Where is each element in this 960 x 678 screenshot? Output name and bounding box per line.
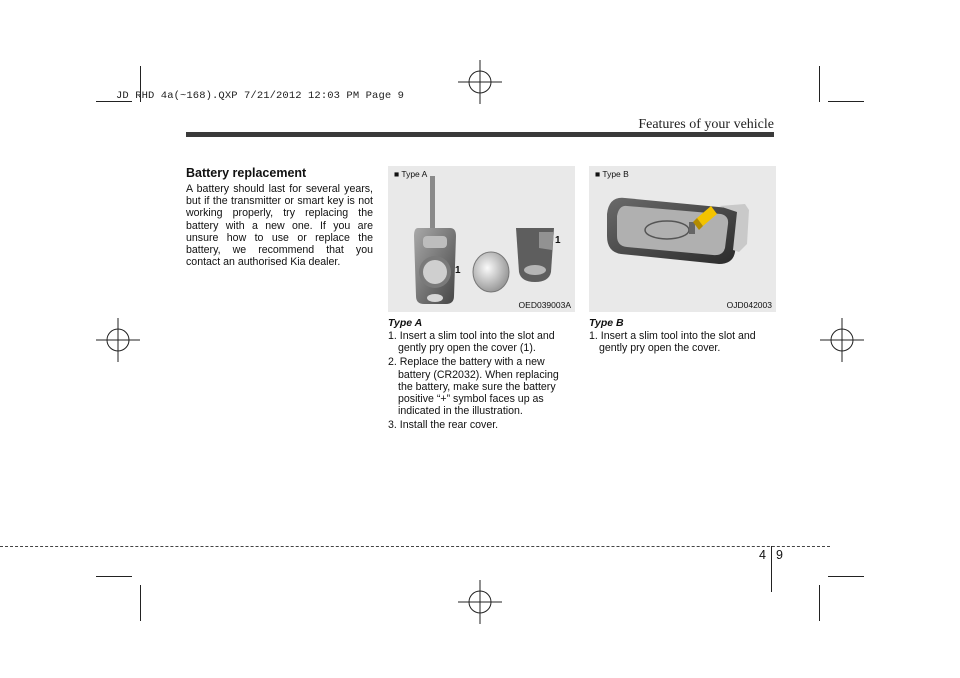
smart-key-type-b-illustration xyxy=(589,166,776,312)
section-body: A battery should last for several years, but if the transmitter or smart key is not working properly, try replacing the battery with a new one. If you are unsure how to use or replace the battery, we recommend that you contact an authorised Kia dealer. xyxy=(186,183,373,269)
figure-type-b xyxy=(589,166,776,312)
key-fob-type-a-illustration xyxy=(388,166,575,312)
figure-label: ■ Type A xyxy=(394,169,428,179)
print-slug: JD RHD 4a(~168).QXP 7/21/2012 12:03 PM Page 9 xyxy=(116,90,405,102)
page-number: 9 xyxy=(776,548,783,562)
registration-mark-icon xyxy=(458,580,502,624)
figure-code: OJD042003 xyxy=(726,300,772,310)
crop-mark xyxy=(96,576,132,577)
callout-number: 1 xyxy=(455,265,461,276)
list-item: 2. Replace the battery with a new battery (CR2032). When replacing the battery, make sure the battery positive “+” symbol faces up as indicated in the illustration. xyxy=(388,356,559,418)
footer-rule xyxy=(0,546,830,547)
registration-mark-icon xyxy=(458,60,502,104)
type-a-steps xyxy=(388,330,575,434)
crop-mark xyxy=(819,66,820,102)
list-item: 3. Install the rear cover. xyxy=(388,419,499,432)
figure-code: OED039003A xyxy=(518,300,571,310)
list-item: 1. Insert a slim tool into the slot and gently pry open the cover (1). xyxy=(388,330,555,355)
crop-mark xyxy=(819,585,820,621)
chapter-number: 4 xyxy=(759,548,766,562)
type-b-steps xyxy=(589,330,776,356)
header-rule xyxy=(186,132,774,137)
crop-mark xyxy=(828,101,864,102)
section-title: Battery replacement xyxy=(186,166,307,180)
type-b-heading: Type B xyxy=(589,317,624,329)
crop-mark xyxy=(140,585,141,621)
page-number-divider xyxy=(771,546,772,592)
registration-mark-icon xyxy=(96,318,140,362)
figure-type-a xyxy=(388,166,575,312)
registration-mark-icon xyxy=(820,318,864,362)
figure-label: ■ Type B xyxy=(595,169,629,179)
crop-mark xyxy=(828,576,864,577)
page-header-title: Features of your vehicle xyxy=(638,117,774,132)
callout-number: 1 xyxy=(555,235,561,246)
list-item: 1. Insert a slim tool into the slot and gently pry open the cover. xyxy=(589,330,756,355)
type-a-heading: Type A xyxy=(388,317,423,329)
